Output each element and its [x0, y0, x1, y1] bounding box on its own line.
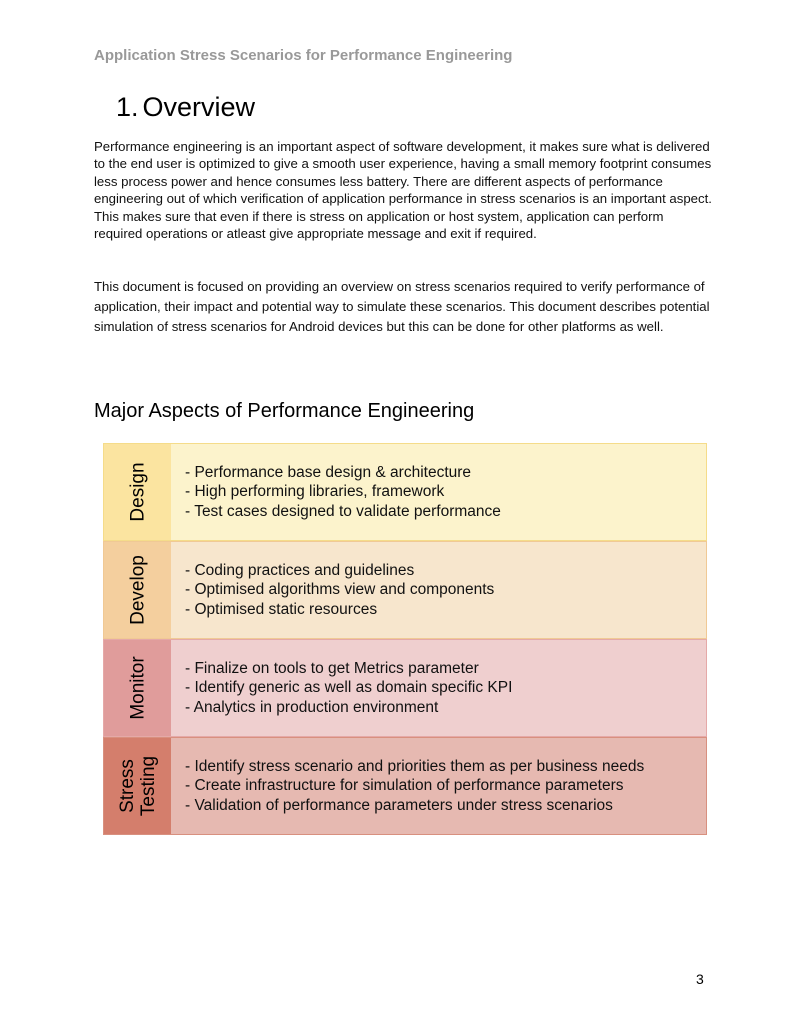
aspects-subheading: Major Aspects of Performance Engineering: [94, 400, 475, 422]
aspect-item: - Performance base design & architecture: [185, 463, 472, 481]
aspect-item: - Coding practices and guidelines: [185, 561, 415, 579]
aspect-item: - Optimised static resources: [185, 600, 378, 618]
aspect-item: - Finalize on tools to get Metrics parameter: [185, 659, 479, 677]
aspect-item: - Optimised algorithms view and components: [185, 581, 495, 599]
overview-paragraph-2: This document is focused on providing an overview on stress scenarios required to verify performance of application, their impact and potential way to simulate these scenarios. This document describes potential simulation of stress scenarios for Android devices but this can be done for other platforms as well.: [94, 279, 710, 334]
aspect-items-design: [171, 444, 501, 540]
aspect-row-stress-testing: [103, 737, 707, 835]
aspect-label-design: Design: [127, 462, 148, 522]
aspect-label-stress-testing: Stress Testing: [116, 755, 159, 817]
aspect-label-cell: [104, 738, 171, 834]
aspect-item: - Identify stress scenario and priorities them as per business needs: [185, 757, 645, 775]
aspect-row-design: [103, 443, 707, 541]
aspect-item: - Validation of performance parameters under stress scenarios: [185, 796, 613, 814]
aspect-items-develop: [171, 542, 494, 638]
aspect-label-develop: Develop: [127, 555, 148, 625]
aspect-label-monitor: Monitor: [127, 656, 148, 720]
aspects-diagram: [103, 443, 707, 836]
aspect-label-cell: [104, 640, 171, 736]
document-header: Application Stress Scenarios for Performance Engineering: [94, 47, 513, 64]
section-heading: [116, 92, 255, 123]
section-number: 1.: [116, 92, 139, 122]
aspect-item: - Identify generic as well as domain specific KPI: [185, 679, 513, 697]
section-title: Overview: [142, 92, 256, 122]
aspect-label-cell: [104, 444, 171, 540]
aspect-label-cell: [104, 542, 171, 638]
aspect-item: - High performing libraries, framework: [185, 483, 445, 501]
aspect-item: - Test cases designed to validate performance: [185, 502, 501, 520]
aspect-item: - Analytics in production environment: [185, 698, 439, 716]
overview-paragraph-1: Performance engineering is an important aspect of software development, it makes sure what is delivered to the end user is optimized to give a smooth user experience, having a small memory footprint consumes less process power and hence consumes less battery. There are different aspects of performance engineering out of which verification of application performance in stress scenarios is an important aspect. This makes sure that even if there is stress on application or host system, application can perform required operations or atleast give appropriate message and exit if required.: [94, 139, 712, 242]
aspect-items-monitor: [171, 640, 512, 736]
aspect-row-develop: [103, 541, 707, 639]
page-number: 3: [696, 971, 704, 987]
aspect-items-stress-testing: [171, 738, 644, 834]
aspect-item: - Create infrastructure for simulation of performance parameters: [185, 777, 624, 795]
aspect-row-monitor: [103, 639, 707, 737]
